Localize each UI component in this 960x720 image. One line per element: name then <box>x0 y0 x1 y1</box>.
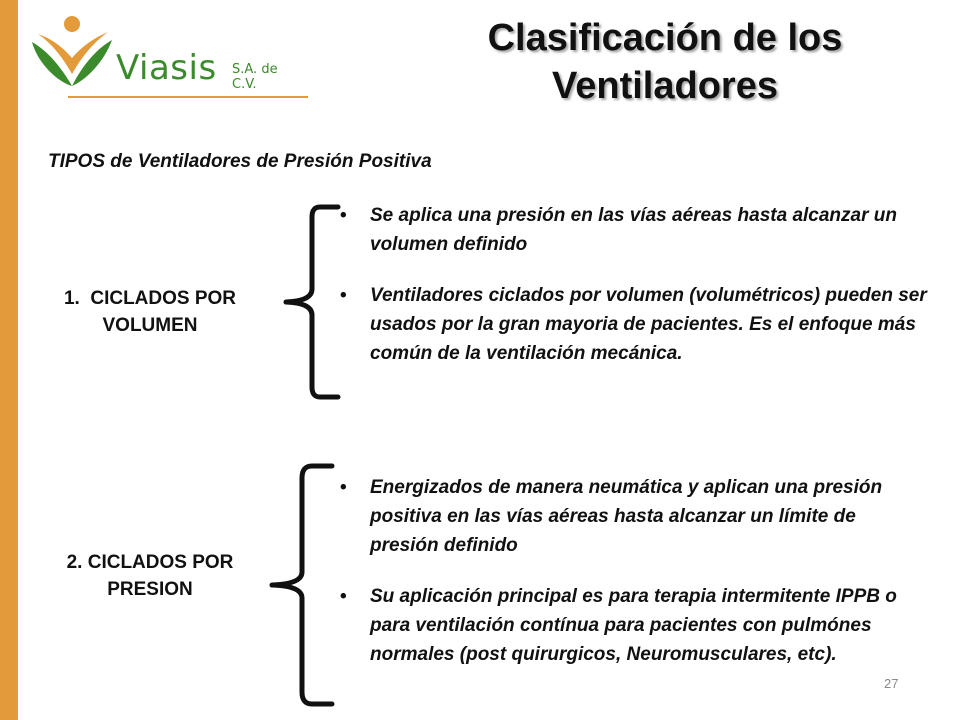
company-logo <box>28 12 288 92</box>
logo-suffix: S.A. de C.V. <box>232 62 278 92</box>
list-item: • Su aplicación principal es para terapia intermitente IPPB o para ventilación contínua para pacientes con pulmónes normales (post quirurgicos, Neuromusculares, etc). <box>340 582 900 669</box>
category-label-volume: 1. CICLADOS POR VOLUMEN <box>63 288 237 336</box>
list-item: • Ventiladores ciclados por volumen (volumétricos) pueden ser usados por la gran mayoria de pacientes. Es el enfoque más común de la ventilación mecánica. <box>340 281 940 368</box>
logo-wordmark: Viasis <box>116 48 217 88</box>
logo-underline <box>68 96 308 98</box>
page-number: 27 <box>884 676 899 691</box>
side-accent-bar <box>0 0 18 720</box>
slide-subtitle: TIPOS de Ventiladores de Presión Positiva <box>48 151 432 172</box>
logo-figure-icon <box>28 12 118 90</box>
slide-title: Clasificación de los Ventiladores <box>487 17 843 107</box>
category-label-pressure: 2. CICLADOS POR PRESION <box>66 552 234 600</box>
left-brace-icon <box>280 203 344 401</box>
list-item: • Energizados de manera neumática y aplican una presión positiva en las vías aéreas hasta alcanzar un límite de presión definido <box>340 473 900 560</box>
list-item: • Se aplica una presión en las vías aéreas hasta alcanzar un volumen definido <box>340 201 940 259</box>
volume-bullet-list <box>340 201 940 390</box>
left-brace-icon <box>266 460 338 712</box>
pressure-bullet-list <box>340 473 900 691</box>
